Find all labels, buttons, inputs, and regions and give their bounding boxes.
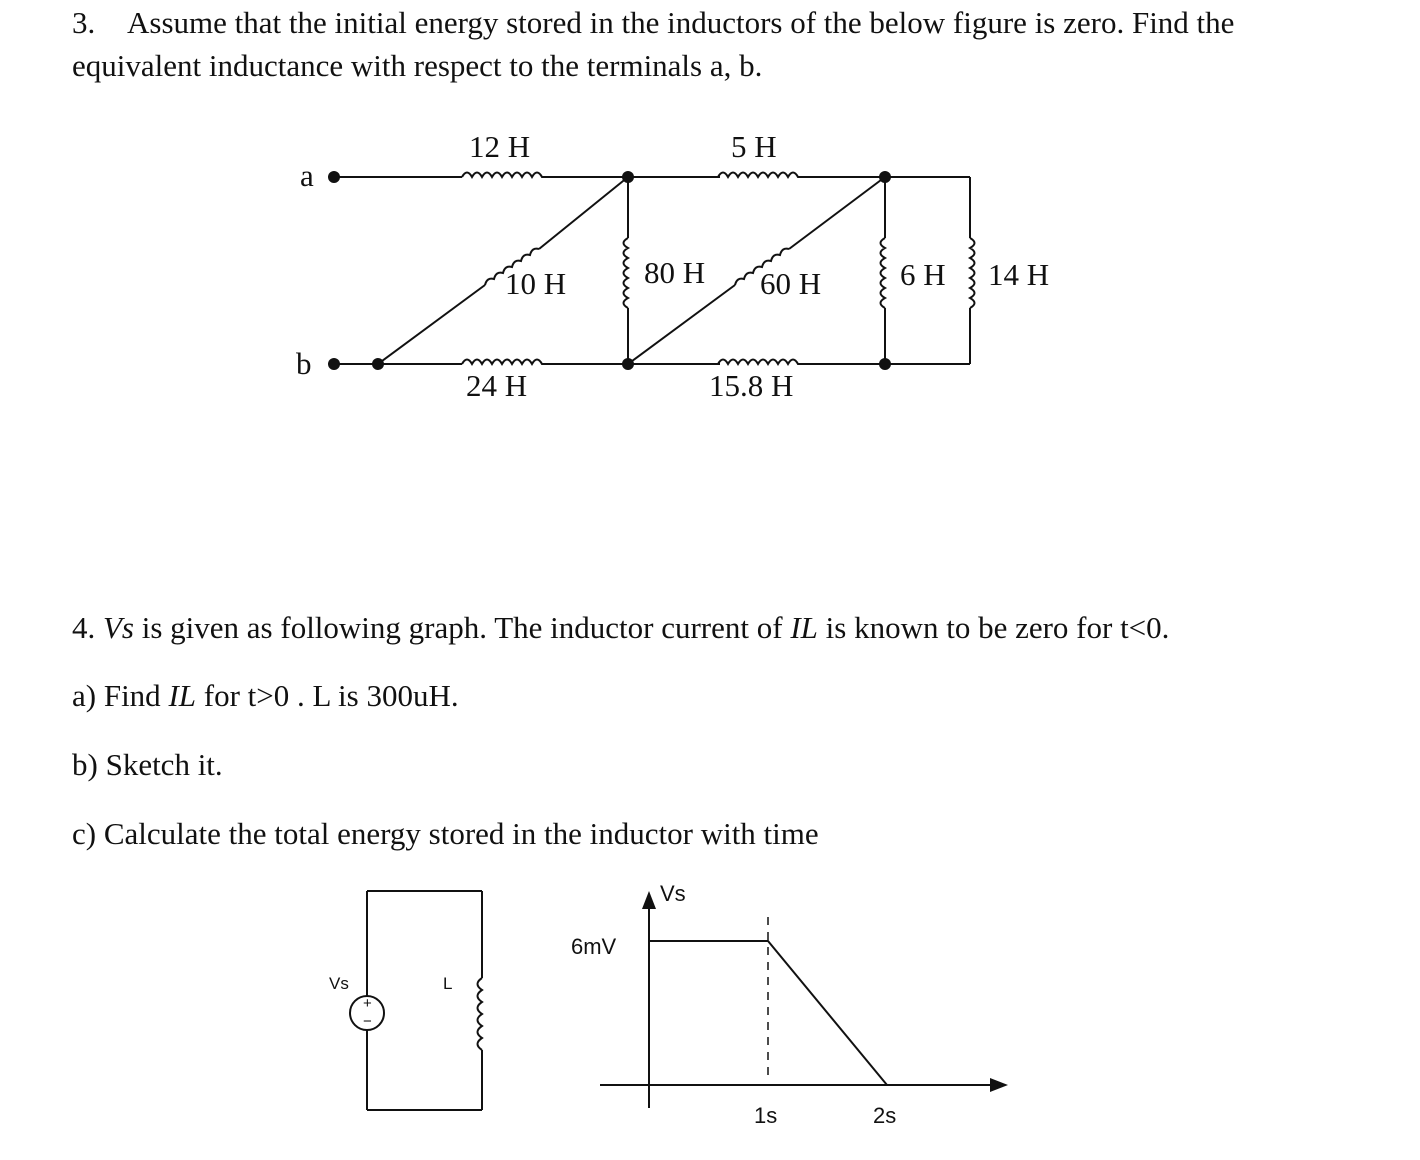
q4-text1: is given as following graph. The inductor current of [134, 610, 791, 645]
q4-a-il: IL [168, 678, 197, 713]
inductor-14h-coil [970, 238, 975, 308]
label-12h: 12 H [469, 129, 531, 164]
q3-line2: equivalent inductance with respect to the terminals a, b. [72, 48, 763, 83]
node-bottom-mid [622, 358, 634, 370]
inductor-15-8h-coil [718, 360, 800, 365]
label-10h: 10 H [505, 266, 567, 301]
label-5h: 5 H [731, 129, 777, 164]
label-80h: 80 H [644, 255, 706, 290]
wire-diag-10h-high [539, 177, 628, 249]
q4-part-c: c) Calculate the total energy stored in the inductor with time [72, 816, 819, 851]
x-axis-arrow [990, 1078, 1008, 1092]
q3-number: 3. [72, 5, 96, 40]
q4-part-a [72, 675, 459, 717]
q4-part-b: b) Sketch it. [72, 747, 223, 782]
wire-diag-60h-low [628, 285, 735, 364]
wire-diag-60h-high [789, 177, 885, 249]
label-60h: 60 H [760, 266, 822, 301]
inductor-6h-coil [881, 238, 886, 308]
node-bottom-right [879, 358, 891, 370]
label-terminal-b: b [296, 346, 312, 381]
node-top-right [879, 171, 891, 183]
x-tick-label-1s: 1s [754, 1103, 778, 1128]
wire-diag-10h-low [378, 285, 485, 364]
label-terminal-a: a [300, 158, 314, 193]
q4-il: IL [790, 610, 818, 645]
inductor-80h-coil [624, 238, 629, 308]
y-tick-label-6mv: 6mV [571, 934, 617, 959]
label-source-vs: Vs [329, 974, 349, 993]
inductor-10h-coil [485, 249, 539, 285]
y-axis-label: Vs [660, 881, 686, 906]
label-24h: 24 H [466, 368, 528, 403]
q4-text2: is known to be zero for t<0. [817, 610, 1170, 645]
q4-a-suffix: for t>0 . L is 300uH. [196, 678, 459, 713]
terminal-b-dot [328, 358, 340, 370]
label-inductor-l: L [443, 974, 453, 993]
node-b-junction [372, 358, 384, 370]
label-15-8h: 15.8 H [709, 368, 794, 403]
q4-number: 4. [72, 610, 96, 645]
source-plus: + [363, 995, 372, 1012]
inductor-l-coil [478, 978, 483, 1050]
label-6h: 6 H [900, 257, 946, 292]
q4-a-prefix: a) Find [72, 678, 169, 713]
y-axis-arrow [642, 891, 656, 909]
inductor-5h-coil [718, 173, 800, 178]
inductor-12h-coil [462, 173, 545, 178]
x-tick-label-2s: 2s [873, 1103, 897, 1128]
q4-vs: Vs [103, 610, 134, 645]
inductor-24h-coil [462, 360, 545, 365]
source-minus: − [363, 1013, 372, 1030]
node-top-mid [622, 171, 634, 183]
q4-line1 [72, 607, 1169, 649]
vs-series-line [649, 941, 887, 1085]
q3-line1: Assume that the initial energy stored in the inductors of the below figure is zero. Find the [127, 5, 1235, 40]
terminal-a-dot [328, 171, 340, 183]
label-14h: 14 H [988, 257, 1050, 292]
voltage-source-circle [350, 996, 384, 1030]
inductor-60h-coil [735, 249, 789, 285]
